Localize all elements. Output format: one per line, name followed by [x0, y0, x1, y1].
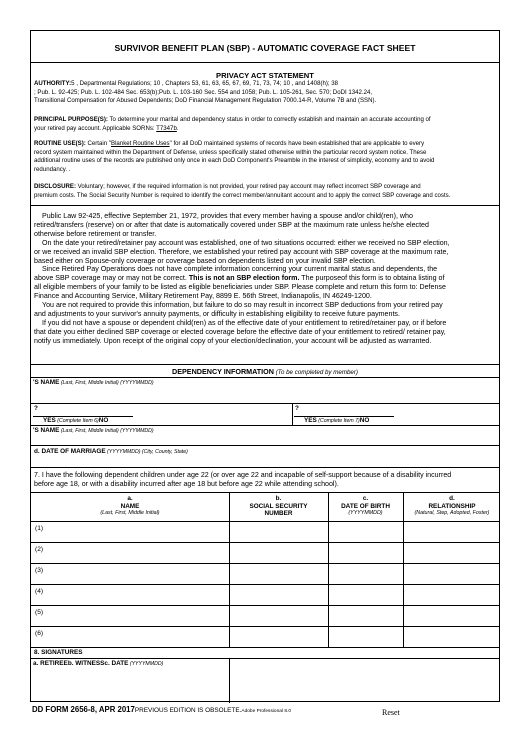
- col-letter: d.: [449, 495, 455, 502]
- paragraph-line: retired/transfers (reserve) on or after that date is automatically covered under SBP at the maximum rate unless he/she elected: [34, 220, 429, 229]
- item7-line: before age 18, or with a disability incurred after age 18 but before age 22 while attending school).: [34, 480, 339, 488]
- authority-block: [34, 80, 498, 106]
- col-title: NAME: [120, 502, 140, 510]
- retiree-signature-label: a. RETIREE: [33, 660, 68, 667]
- col-letter: c.: [362, 495, 369, 502]
- item7-statement: [34, 471, 451, 489]
- paragraph-line: If you did not have a spouse or dependent child(ren) as of the effective date of your entitlement to retired/retainer pay, or if before: [42, 318, 447, 327]
- col-header-ssn: [229, 495, 328, 518]
- col-header-name: [31, 495, 229, 518]
- divider: [31, 425, 499, 426]
- divider: [31, 364, 499, 365]
- question-right: ?: [295, 405, 299, 412]
- marriage-date-field[interactable]: [34, 448, 188, 455]
- paragraph-line: and adjustments to your survivor's annuity payments, or difficulty in establishing eligibility to receive future payments.: [34, 309, 400, 318]
- disclosure-text: premium costs. The Social Security Number is required to identify the correct member/annuitant account and to apply the correct SBP coverage and costs.: [34, 191, 451, 199]
- table-row[interactable]: (5): [35, 609, 44, 616]
- divider: [31, 205, 499, 206]
- divider: [31, 403, 499, 404]
- authority-text: 5 , Departmental Regulations; 10 , Chapters 53, 61, 63, 65, 67, 69, 71, 73, 74; 10 , and 1408(h); 38: [71, 80, 339, 87]
- not-election-notice: This is not an SBP election form.: [188, 274, 300, 283]
- software-note: Adobe Professional 8.0: [241, 709, 291, 714]
- disclosure-block: [34, 183, 498, 200]
- col-sub: (YYYYMMDD): [348, 510, 383, 517]
- yes-hint-right: (Complete Item 7): [316, 418, 360, 424]
- former-spouse-name-label: 'S NAME: [33, 427, 60, 434]
- marriage-date-label: d. DATE OF MARRIAGE: [34, 448, 106, 455]
- disclosure-text: Voluntary; however, if the required information is not provided, your retired pay account may reflect incorrect SBP coverage and: [75, 183, 421, 190]
- dependency-info-title: DEPENDENCY INFORMATION: [172, 367, 274, 376]
- paragraph-line: that date you either declined SBP coverage or elected coverage before the effective date of your entitlement to retired/ retainer pay,: [34, 327, 446, 336]
- col-sub: (Last, First, Middle Initial): [100, 510, 160, 517]
- routine-text: " for all DoD maintained systems of records have been established that are applicable to every: [169, 140, 425, 147]
- authority-text: ; Pub. L. 92-425; Pub. L. 102-484 Sec. 653(b);Pub. L. 103-160 Sec. 554 and 1058; Pub. L. 105-261, Sec. 570; DoDI 1342.24,: [34, 88, 373, 96]
- purpose-text: To determine your marital and dependency status in order to correctly establish and maintain an accurate accounting of: [107, 116, 431, 123]
- paragraph-line: or we received an invalid SBP election. Therefore, we established your retired pay account with SBP coverage at the maximum rate,: [34, 247, 449, 256]
- paragraph-text: above SBP coverage may or may not be correct.: [34, 274, 189, 283]
- divider: [31, 62, 499, 63]
- form-footer: [32, 705, 291, 714]
- table-row[interactable]: (3): [35, 567, 44, 574]
- purpose-label: PRINCIPAL PURPOSE(S):: [34, 116, 108, 123]
- witness-signature-label: b. WITNESS: [67, 660, 105, 667]
- routine-text: redundancy. .: [34, 165, 71, 173]
- former-spouse-name-hint: (Last, First, Middle Initial) (YYYYMMDD): [59, 428, 154, 434]
- authority-label: AUTHORITY:: [34, 80, 72, 87]
- table-row[interactable]: (6): [35, 630, 44, 637]
- col-letter: a.: [127, 495, 133, 502]
- routine-text: record system maintained within the Department of Defense, unless specifically stated otherwise within the particular record system notice. These: [34, 148, 427, 156]
- sorn-link[interactable]: T7347b: [156, 124, 177, 132]
- yes-option-right[interactable]: YES: [304, 417, 317, 424]
- routine-text: Certain ": [85, 140, 111, 147]
- spouse-name-hint: (Last, First, Middle Initial) (YYYYMMDD): [59, 380, 154, 386]
- paragraph-line: On the date your retired/retainer pay account was established, one of two situations occurred: either we received no SBP election,: [42, 238, 450, 247]
- divider: [31, 445, 499, 446]
- item7-line: 7. I have the following dependent children under age 22 (or over age 22 and incapable of self-support because of a disability incurred: [34, 471, 452, 479]
- signatures-label: 8. SIGNATURES: [34, 649, 83, 656]
- column-divider: [229, 658, 230, 703]
- paragraph-line: notify us immediately. Upon receipt of the original copy of your election/declination, your account will be adjusted as warranted.: [34, 336, 432, 345]
- table-row[interactable]: (1): [35, 525, 44, 532]
- yes-no-right[interactable]: [294, 416, 394, 424]
- divider: [31, 563, 499, 564]
- col-header-dob: [328, 495, 403, 518]
- paragraph-line: otherwise before retirement or transfer.: [34, 229, 157, 238]
- spouse-name-label: 'S NAME: [33, 379, 60, 386]
- yes-no-left[interactable]: [33, 416, 133, 424]
- table-row[interactable]: (2): [35, 546, 44, 553]
- col-title: DATE OF BIRTH: [341, 502, 390, 510]
- paragraph-line: Public Law 92-425, effective September 21, 1972, provides that every member having a spouse and/or child(ren), who: [42, 212, 413, 220]
- dependency-info-header: [31, 367, 499, 376]
- col-letter: b.: [275, 495, 282, 502]
- table-row[interactable]: (4): [35, 588, 44, 595]
- form-number: DD FORM 2656-8, APR 2017: [32, 705, 135, 714]
- routine-text: additional routine uses of the records are published only once in each DoD Component's Preamble in the interest of simplicity, economy and to avoid: [34, 157, 435, 165]
- no-option-right[interactable]: NO: [359, 417, 370, 424]
- divider: [31, 658, 499, 659]
- purpose-text: .: [176, 124, 179, 132]
- spouse-name-field[interactable]: [33, 379, 154, 386]
- divider: [31, 542, 499, 543]
- column-divider: [292, 403, 293, 425]
- authority-text: Transitional Compensation for Abused Dependents; DoD Financial Management Regulation 7000.14-R, Volume 7B and (SSN).: [34, 97, 377, 105]
- signature-fields[interactable]: [33, 660, 163, 667]
- yes-option-left[interactable]: YES: [43, 417, 56, 424]
- dependency-info-note: (To be completed by member): [273, 369, 358, 376]
- divider: [31, 377, 499, 378]
- yes-hint-left: (Complete Item 6): [55, 418, 99, 424]
- no-option-left[interactable]: NO: [98, 417, 109, 424]
- col-sub: (Natural, Step, Adopted, Foster): [414, 510, 490, 517]
- divider: [31, 492, 499, 493]
- paragraph-line: Since Retired Pay Operations does not have complete information concerning your current marital status and dependents, the: [42, 265, 438, 274]
- purpose-text: your retired pay account. Applicable SORNs:: [34, 124, 157, 132]
- col-sub: NUMBER: [264, 510, 293, 518]
- signature-date-label: c. DATE: [104, 660, 129, 667]
- instructions-block: [34, 212, 500, 346]
- col-header-relationship: [403, 495, 501, 518]
- col-title: SOCIAL SECURITY: [249, 502, 308, 510]
- purpose-block: [34, 116, 498, 133]
- routine-label: ROUTINE USE(S):: [34, 140, 86, 147]
- previous-edition-note: PREVIOUS EDITION IS OBSOLETE.: [134, 707, 242, 714]
- reset-button[interactable]: Reset: [382, 708, 400, 717]
- paragraph-text: The purposeof this form is to obtaina listing of: [299, 274, 445, 283]
- routine-use-block: [34, 140, 498, 174]
- divider: [31, 521, 499, 522]
- signature-date-hint: (YYYYMMDD): [128, 661, 164, 667]
- blanket-routine-uses-link[interactable]: Blanket Routine Uses: [111, 140, 170, 147]
- former-spouse-name-field[interactable]: [33, 427, 154, 434]
- paragraph-line: You are not required to provide this information, but failure to do so may result in incorrect SBP deductions from your retired pay: [42, 301, 443, 310]
- form-page: [30, 30, 500, 702]
- question-left: ?: [34, 405, 38, 412]
- privacy-act-title: PRIVACY ACT STATEMENT: [216, 71, 314, 80]
- paragraph-line: based either on Spouse-only coverage or coverage based on dependents listed on your invalid SBP election.: [34, 256, 376, 265]
- paragraph-line: all eligible members of your family to be listed as eligible beneficiaries under SBP. Please complete and return this form to: Defense: [34, 283, 446, 292]
- divider: [31, 467, 499, 468]
- col-title: RELATIONSHIP: [428, 502, 476, 510]
- divider: [31, 584, 499, 585]
- divider: [31, 647, 499, 648]
- marriage-date-hint: (YYYYMMDD) (City, County, State): [105, 449, 188, 455]
- form-title: SURVIVOR BENEFIT PLAN (SBP) - AUTOMATIC COVERAGE FACT SHEET: [114, 43, 416, 53]
- disclosure-label: DISCLOSURE:: [34, 183, 76, 190]
- divider: [31, 605, 499, 606]
- divider: [31, 626, 499, 627]
- paragraph-line: Finance and Accounting Service, Military Retirement Pay, 8899 E. 56th Street, Indianapolis, IN 46249-1200.: [34, 292, 372, 301]
